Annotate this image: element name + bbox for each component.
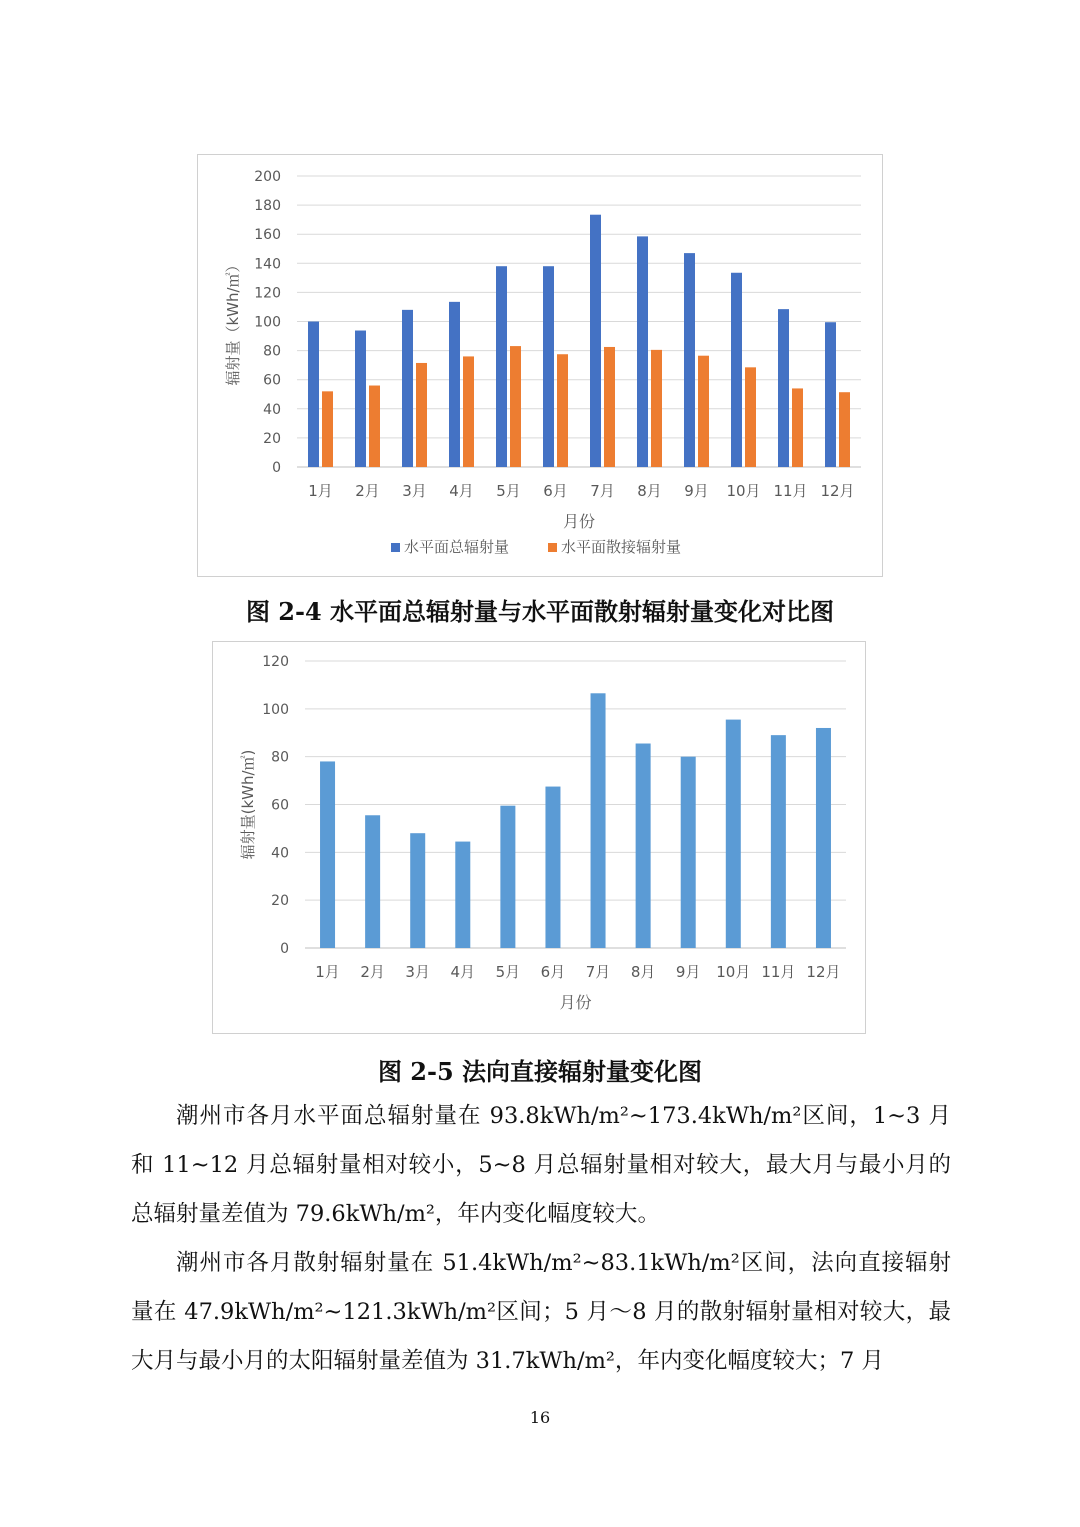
bar-series1-2	[355, 331, 366, 467]
bar-series1-11	[778, 309, 789, 467]
legend-swatch-2	[548, 543, 557, 552]
x-tick-label: 11月	[761, 963, 796, 981]
y-tick-label: 80	[271, 749, 289, 766]
y-tick-label: 0	[280, 941, 289, 957]
bar-series2-2	[369, 386, 380, 467]
x-tick-label: 8月	[637, 482, 662, 500]
bar-series1-12	[825, 322, 836, 467]
bar-series1-10	[731, 273, 742, 467]
bar-series2-12	[839, 392, 850, 467]
bar-6	[545, 787, 560, 948]
bar-series2-3	[416, 363, 427, 467]
bar-series1-5	[496, 266, 507, 467]
y-tick-label: 20	[263, 430, 281, 447]
legend-label-1: 水平面总辐射量	[404, 538, 510, 556]
x-tick-label: 12月	[806, 963, 841, 981]
bar-series1-9	[684, 253, 695, 467]
x-tick-label: 3月	[405, 963, 430, 981]
bar-8	[636, 744, 651, 948]
x-tick-label: 8月	[630, 963, 656, 981]
x-tick-label: 7月	[585, 963, 611, 981]
y-tick-label: 40	[271, 845, 289, 862]
figure-2-5-chart	[212, 641, 866, 1034]
x-tick-label: 12月	[820, 482, 855, 500]
bar-series2-7	[604, 347, 615, 467]
x-tick-label: 6月	[543, 482, 568, 500]
bar-series2-8	[651, 350, 662, 467]
x-axis-title: 月份	[562, 512, 596, 531]
legend-swatch-1	[391, 543, 400, 552]
y-tick-label: 100	[262, 701, 289, 718]
x-tick-label: 1月	[315, 963, 340, 981]
x-tick-label: 7月	[590, 482, 615, 500]
x-tick-label: 9月	[684, 482, 709, 500]
bar-series2-6	[557, 354, 568, 467]
figure-2-4-svg	[198, 155, 884, 578]
x-tick-label: 2月	[355, 482, 380, 500]
x-tick-label: 2月	[360, 963, 385, 981]
y-tick-label: 80	[263, 343, 281, 360]
bar-series2-4	[463, 356, 474, 467]
y-tick-label: 120	[262, 654, 289, 670]
bar-series2-1	[322, 391, 333, 467]
x-tick-label: 4月	[449, 482, 474, 500]
bar-series1-1	[308, 322, 319, 468]
bar-series1-7	[590, 215, 601, 467]
x-tick-label: 10月	[716, 963, 751, 981]
bar-series2-10	[745, 367, 756, 467]
y-tick-label: 40	[263, 401, 281, 418]
x-tick-label: 11月	[773, 482, 808, 500]
bar-1	[320, 761, 335, 948]
bar-12	[816, 728, 831, 948]
bar-series1-4	[449, 302, 460, 467]
x-tick-label: 10月	[726, 482, 761, 500]
page-number: 16	[529, 1408, 551, 1427]
y-tick-label: 120	[254, 285, 281, 302]
bar-series2-11	[792, 388, 803, 467]
figure-2-4-chart	[197, 154, 883, 577]
bar-3	[410, 833, 425, 948]
body-paragraph-1: 潮州市各月水平面总辐射量在 93.8kWh/m²~173.4kWh/m²区间，1~3 月和 11~12 月总辐射量相对较小，5~8 月总辐射量相对较大，最大月与最小月的总辐射量差值为 79.6kWh/m²，年内变化幅度较大。	[131, 1103, 951, 1227]
x-tick-label: 5月	[495, 963, 521, 981]
y-tick-label: 100	[254, 314, 281, 331]
y-tick-label: 60	[263, 372, 281, 389]
y-tick-label: 60	[271, 797, 289, 814]
bar-series2-5	[510, 346, 521, 467]
bar-2	[365, 815, 380, 948]
bar-5	[500, 806, 515, 948]
x-tick-label: 3月	[402, 482, 427, 500]
bar-9	[681, 757, 696, 948]
bar-7	[591, 693, 606, 948]
bar-series1-8	[637, 236, 648, 467]
x-axis-title: 月份	[559, 993, 592, 1012]
x-tick-label: 1月	[308, 482, 333, 500]
x-tick-label: 4月	[450, 963, 476, 981]
bar-11	[771, 735, 786, 948]
legend-label-2: 水平面散接辐射量	[561, 538, 682, 556]
y-axis-title: 辐射量（kWh/㎡）	[224, 257, 242, 386]
figure-2-4-caption: 图 2-4 水平面总辐射量与水平面散射辐射量变化对比图	[245, 597, 835, 626]
bar-series1-3	[402, 310, 413, 467]
bar-series1-6	[543, 266, 554, 467]
bar-4	[455, 842, 470, 948]
y-tick-label: 160	[254, 227, 281, 244]
figure-2-5-svg	[213, 642, 867, 1035]
figure-2-5-caption: 图 2-5 法向直接辐射量变化图	[377, 1057, 703, 1086]
x-tick-label: 6月	[540, 963, 566, 981]
y-axis-title: 辐射量(kWh/㎡)	[239, 749, 257, 860]
y-tick-label: 20	[271, 893, 289, 910]
y-tick-label: 200	[254, 169, 281, 185]
bar-10	[726, 720, 741, 948]
y-tick-label: 180	[254, 198, 281, 215]
y-tick-label: 0	[272, 460, 281, 476]
body-paragraph-2: 潮州市各月散射辐射量在 51.4kWh/m²~83.1kWh/m²区间，法向直接辐射量在 47.9kWh/m²~121.3kWh/m²区间；5 月～8 月的散射辐射量相对较大，最大月与最小月的太阳辐射量差值为 31.7kWh/m²，年内变化幅度较大；7 月	[131, 1250, 951, 1374]
x-tick-label: 5月	[496, 482, 521, 500]
x-tick-label: 9月	[675, 963, 701, 981]
bar-series2-9	[698, 356, 709, 467]
y-tick-label: 140	[254, 256, 281, 273]
